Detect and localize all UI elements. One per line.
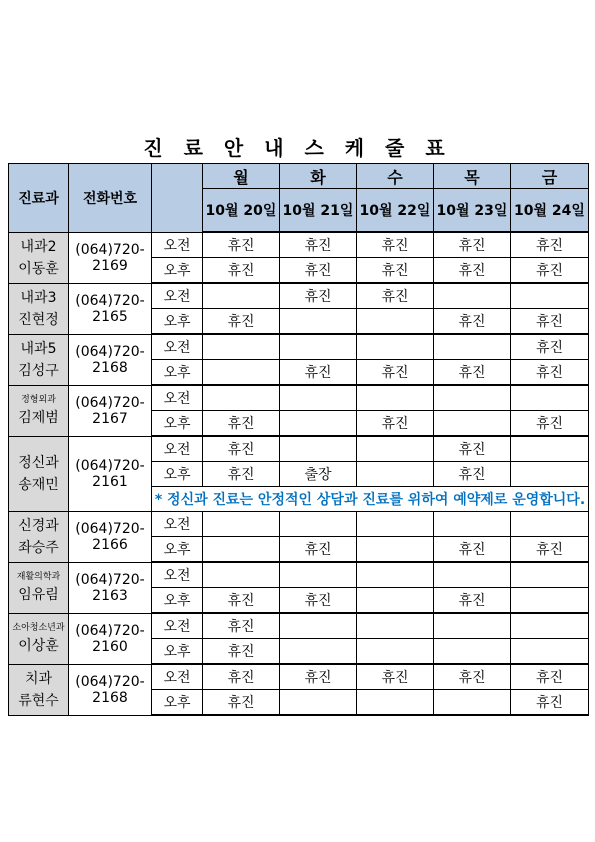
- phone-number: (064)720-2160: [69, 613, 152, 664]
- session-am-label: 오전: [152, 385, 203, 411]
- doctor-name: 임유림: [18, 586, 59, 603]
- schedule-cell: 휴진: [280, 258, 357, 284]
- schedule-cell: 휴진: [511, 232, 589, 258]
- department-name: 내과3: [20, 289, 57, 306]
- date-header: 10월 23일: [434, 189, 511, 233]
- schedule-cell: 휴진: [511, 690, 589, 716]
- schedule-cell: 휴진: [203, 258, 280, 284]
- schedule-cell: [357, 436, 434, 462]
- schedule-cell: 휴진: [203, 309, 280, 335]
- schedule-cell: [357, 385, 434, 411]
- department-cell: [9, 562, 69, 613]
- schedule-cell: [511, 639, 589, 665]
- schedule-cell: 휴진: [203, 690, 280, 716]
- schedule-cell: 휴진: [434, 537, 511, 563]
- schedule-cell: 휴진: [280, 588, 357, 614]
- table-row: [9, 664, 589, 690]
- schedule-cell: [357, 562, 434, 588]
- doctor-name: 이상훈: [18, 637, 59, 654]
- session-pm-label: 오후: [152, 411, 203, 437]
- schedule-cell: [357, 334, 434, 360]
- department-name: 내과5: [20, 340, 57, 357]
- schedule-cell: [357, 462, 434, 487]
- schedule-cell: 휴진: [203, 664, 280, 690]
- doctor-name: 김성구: [18, 362, 59, 379]
- schedule-cell: [511, 512, 589, 537]
- phone-number: (064)720-2165: [69, 283, 152, 334]
- schedule-cell: [434, 385, 511, 411]
- schedule-cell: [511, 283, 589, 309]
- department-name: 정형외과: [21, 394, 56, 405]
- date-header: 10월 21일: [280, 189, 357, 233]
- schedule-cell: [511, 462, 589, 487]
- schedule-cell: 휴진: [357, 411, 434, 437]
- schedule-cell: 휴진: [511, 334, 589, 360]
- schedule-cell: 휴진: [434, 232, 511, 258]
- schedule-cell: 휴진: [280, 537, 357, 563]
- session-am-label: 오전: [152, 613, 203, 639]
- schedule-cell: [280, 334, 357, 360]
- department-name: 재활의학과: [16, 571, 61, 582]
- schedule-cell: 휴진: [511, 537, 589, 563]
- schedule-cell: [434, 639, 511, 665]
- schedule-cell: [280, 385, 357, 411]
- table-row: [9, 562, 589, 588]
- schedule-cell: 휴진: [357, 360, 434, 386]
- doctor-name: 진현정: [18, 311, 59, 328]
- schedule-cell: 휴진: [434, 258, 511, 284]
- schedule-cell: [280, 411, 357, 437]
- schedule-cell: 휴진: [434, 360, 511, 386]
- department-name: 신경과: [18, 517, 59, 534]
- dept-header: 진료과: [9, 164, 69, 233]
- day-header: 목: [434, 164, 511, 189]
- schedule-cell: 출장: [280, 462, 357, 487]
- doctor-name: 송재민: [18, 476, 59, 493]
- schedule-cell: [434, 690, 511, 716]
- schedule-cell: [280, 639, 357, 665]
- department-cell: [9, 512, 69, 563]
- schedule-cell: [434, 613, 511, 639]
- table-row: [9, 385, 589, 411]
- day-header: 수: [357, 164, 434, 189]
- schedule-cell: 휴진: [280, 360, 357, 386]
- schedule-cell: [511, 436, 589, 462]
- doctor-name: 류현수: [18, 692, 59, 709]
- schedule-cell: [357, 639, 434, 665]
- phone-number: (064)720-2163: [69, 562, 152, 613]
- session-pm-label: 오후: [152, 537, 203, 563]
- phone-number: (064)720-2168: [69, 334, 152, 385]
- schedule-cell: 휴진: [203, 232, 280, 258]
- session-am-label: 오전: [152, 232, 203, 258]
- schedule-cell: 휴진: [434, 664, 511, 690]
- department-cell: [9, 613, 69, 664]
- session-pm-label: 오후: [152, 360, 203, 386]
- schedule-cell: 휴진: [357, 258, 434, 284]
- schedule-cell: [511, 385, 589, 411]
- page-title: 진 료 안 내 스 케 줄 표: [143, 136, 452, 160]
- schedule-cell: 휴진: [357, 232, 434, 258]
- session-pm-label: 오후: [152, 258, 203, 284]
- session-am-label: 오전: [152, 512, 203, 537]
- department-cell: [9, 664, 69, 715]
- day-header: 금: [511, 164, 589, 189]
- schedule-cell: 휴진: [203, 588, 280, 614]
- schedule-cell: 휴진: [203, 411, 280, 437]
- date-header: 10월 22일: [357, 189, 434, 233]
- schedule-cell: [203, 360, 280, 386]
- schedule-cell: 휴진: [357, 283, 434, 309]
- schedule-cell: [357, 512, 434, 537]
- schedule-cell: [357, 613, 434, 639]
- session-am-label: 오전: [152, 334, 203, 360]
- session-am-label: 오전: [152, 664, 203, 690]
- schedule-cell: [434, 334, 511, 360]
- schedule-cell: [511, 562, 589, 588]
- schedule-cell: 휴진: [434, 462, 511, 487]
- phone-number: (064)720-2168: [69, 664, 152, 715]
- schedule-cell: 휴진: [357, 664, 434, 690]
- schedule-cell: 휴진: [511, 258, 589, 284]
- schedule-cell: [280, 690, 357, 716]
- table-row: [9, 334, 589, 360]
- phone-number: (064)720-2167: [69, 385, 152, 436]
- doctor-name: 이동훈: [18, 260, 59, 277]
- schedule-cell: [203, 537, 280, 563]
- schedule-cell: [434, 283, 511, 309]
- phone-number: (064)720-2161: [69, 436, 152, 512]
- schedule-cell: [434, 562, 511, 588]
- schedule-cell: 휴진: [511, 309, 589, 335]
- department-name: 내과2: [20, 238, 57, 255]
- date-header: 10월 24일: [511, 189, 589, 233]
- schedule-cell: 휴진: [280, 664, 357, 690]
- schedule-cell: [511, 613, 589, 639]
- schedule-cell: [280, 436, 357, 462]
- schedule-cell: [280, 613, 357, 639]
- schedule-cell: 휴진: [203, 462, 280, 487]
- schedule-cell: [357, 588, 434, 614]
- session-pm-label: 오후: [152, 639, 203, 665]
- schedule-cell: 휴진: [203, 436, 280, 462]
- session-pm-label: 오후: [152, 690, 203, 716]
- session-pm-label: 오후: [152, 309, 203, 335]
- doctor-name: 김제범: [18, 409, 59, 426]
- session-pm-label: 오후: [152, 588, 203, 614]
- schedule-cell: [357, 537, 434, 563]
- date-header: 10월 20일: [203, 189, 280, 233]
- schedule-cell: 휴진: [203, 639, 280, 665]
- department-cell: [9, 334, 69, 385]
- schedule-cell: [203, 385, 280, 411]
- schedule-cell: [357, 309, 434, 335]
- session-am-label: 오전: [152, 283, 203, 309]
- doctor-name: 좌승주: [18, 539, 59, 556]
- day-header: 화: [280, 164, 357, 189]
- department-cell: [9, 436, 69, 512]
- schedule-cell: 휴진: [280, 232, 357, 258]
- schedule-cell: 휴진: [280, 283, 357, 309]
- table-row: [9, 232, 589, 258]
- table-row: [9, 283, 589, 309]
- phone-header: 전화번호: [69, 164, 152, 233]
- schedule-cell: [511, 588, 589, 614]
- schedule-cell: [280, 562, 357, 588]
- schedule-cell: 휴진: [511, 411, 589, 437]
- schedule-cell: [203, 562, 280, 588]
- session-am-label: 오전: [152, 436, 203, 462]
- schedule-cell: [357, 690, 434, 716]
- schedule-cell: 휴진: [434, 309, 511, 335]
- schedule-cell: 휴진: [434, 588, 511, 614]
- schedule-cell: [434, 411, 511, 437]
- day-header: 월: [203, 164, 280, 189]
- table-row: [9, 436, 589, 462]
- schedule-cell: [203, 512, 280, 537]
- schedule-cell: [203, 334, 280, 360]
- schedule-cell: 휴진: [511, 664, 589, 690]
- schedule-cell: [203, 283, 280, 309]
- schedule-cell: 휴진: [203, 613, 280, 639]
- phone-number: (064)720-2169: [69, 232, 152, 283]
- session-header: [152, 164, 203, 233]
- schedule-cell: [280, 309, 357, 335]
- department-name: 치과: [24, 670, 53, 687]
- department-name: 정신과: [18, 454, 59, 471]
- department-name: 소아청소년과: [12, 622, 65, 633]
- schedule-body: [9, 232, 589, 715]
- schedule-table: [8, 163, 589, 716]
- department-cell: [9, 283, 69, 334]
- schedule-cell: 휴진: [434, 436, 511, 462]
- schedule-cell: 휴진: [511, 360, 589, 386]
- schedule-cell: [280, 512, 357, 537]
- session-pm-label: 오후: [152, 462, 203, 487]
- phone-number: (064)720-2166: [69, 512, 152, 563]
- department-cell: [9, 232, 69, 283]
- schedule-cell: [434, 512, 511, 537]
- session-am-label: 오전: [152, 562, 203, 588]
- department-cell: [9, 385, 69, 436]
- table-row: [9, 613, 589, 639]
- reservation-note: * 정신과 진료는 안정적인 상담과 진료를 위하여 예약제로 운영합니다.: [152, 487, 589, 512]
- table-row: [9, 512, 589, 537]
